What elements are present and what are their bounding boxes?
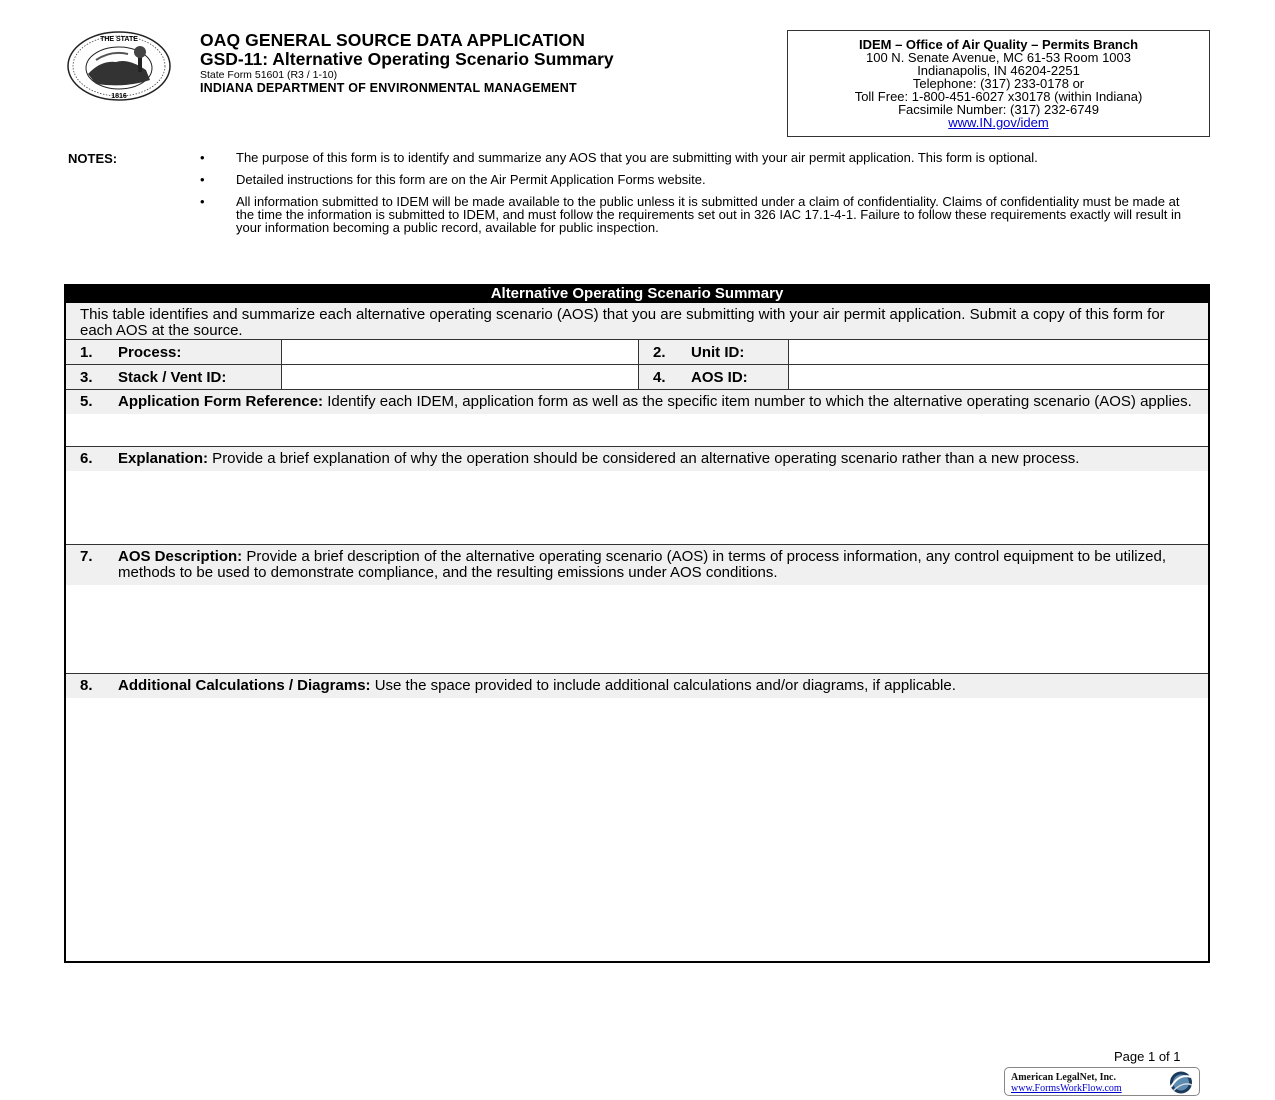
department-name: INDIANA DEPARTMENT OF ENVIRONMENTAL MANAGEMENT (200, 81, 577, 95)
note-text: Detailed instructions for this form are on the Air Permit Application Forms website. (236, 172, 706, 187)
aos-description-input[interactable] (66, 585, 1208, 673)
section-additional-calculations (66, 674, 1208, 909)
process-field-cell (282, 340, 639, 364)
contact-telephone: Telephone: (317) 233-0178 or (912, 76, 1085, 91)
state-form-number: State Form 51601 (R3 / 1-10) (200, 69, 338, 81)
application-title: OAQ GENERAL SOURCE DATA APPLICATION (200, 30, 585, 50)
section-application-form-reference (66, 390, 1208, 447)
aos-id-input[interactable] (789, 365, 1208, 389)
indiana-state-seal (66, 30, 172, 102)
aos-id-label: 4. AOS ID: (639, 365, 789, 389)
note-item (200, 173, 1200, 186)
contact-fax: Facsimile Number: (317) 232-6749 (898, 102, 1099, 117)
aos-id-field-cell (789, 365, 1208, 389)
note-item (200, 151, 1200, 164)
globe-icon (1161, 1069, 1197, 1096)
notes-label: NOTES: (68, 151, 118, 166)
contact-address-2: Indianapolis, IN 46204-2251 (917, 63, 1080, 78)
table-intro: This table identifies and summarize each alternative operating scenario (AOS) that you are submitting with your air permit application. Submit a copy of this form for each AOS at the source. (66, 303, 1208, 340)
contact-org: IDEM – Office of Air Quality – Permits Branch (858, 37, 1139, 52)
stack-vent-id-field-cell (282, 365, 639, 389)
additional-calculations-input[interactable] (66, 698, 1208, 909)
unit-id-field-cell (789, 340, 1208, 364)
company-name: American LegalNet, Inc. (1011, 1072, 1116, 1083)
explanation-input[interactable] (66, 471, 1208, 544)
section-heading: 7. AOS Description: Provide a brief description of the alternative operating scenario (AOS) in terms of process information, any control equipment to be utilized, methods to be used to demonstrate compliance, and the resulting emissions under AOS conditions. (66, 545, 1208, 585)
section-heading: 5. Application Form Reference: Identify each IDEM, application form as well as the specific item number to which the alternative operating scenario (AOS) applies. (66, 390, 1208, 414)
contact-info-box (787, 30, 1210, 137)
note-item (200, 195, 1200, 234)
aos-summary-table (64, 284, 1210, 963)
notes-list (200, 151, 1200, 243)
section-body (66, 585, 1208, 673)
section-body (66, 414, 1208, 446)
unit-id-input[interactable] (789, 340, 1208, 364)
unit-id-label: 2. Unit ID: (639, 340, 789, 364)
form-header (200, 31, 614, 96)
bullet-icon: • (200, 172, 205, 187)
contact-address-1: 100 N. Senate Avenue, MC 61-53 Room 1003 (866, 50, 1131, 65)
contact-toll-free: Toll Free: 1-800-451-6027 x30178 (within Indiana) (854, 89, 1143, 104)
note-text: The purpose of this form is to identify and summarize any AOS that you are submitting with your air permit application. This form is optional. (236, 150, 1038, 165)
form-title: GSD-11: Alternative Operating Scenario Summary (200, 49, 614, 69)
process-label: 1. Process: (66, 340, 282, 364)
section-explanation (66, 447, 1208, 545)
svg-text:1816: 1816 (111, 93, 127, 100)
section-body (66, 698, 1208, 909)
application-form-reference-input[interactable] (66, 414, 1208, 446)
process-input[interactable] (282, 340, 638, 364)
page-number: Page 1 of 1 (1114, 1049, 1181, 1064)
table-title: Alternative Operating Scenario Summary (66, 284, 1208, 303)
section-heading: 6. Explanation: Provide a brief explanation of why the operation should be considered an alternative operating scenario rather than a new process. (66, 447, 1208, 471)
section-aos-description (66, 545, 1208, 674)
section-body (66, 471, 1208, 544)
field-row (66, 340, 1208, 365)
svg-text:THE STATE: THE STATE (100, 36, 138, 43)
stack-vent-id-label: 3. Stack / Vent ID: (66, 365, 282, 389)
company-url-link[interactable]: www.FormsWorkFlow.com (1011, 1083, 1122, 1094)
section-heading: 8. Additional Calculations / Diagrams: Use the space provided to include additional calculations and/or diagrams, if applicable. (66, 674, 1208, 698)
stack-vent-id-input[interactable] (282, 365, 638, 389)
note-text: All information submitted to IDEM will be made available to the public unless it is submitted under a claim of confidentiality. Claims of confidentiality must be made at the time the information is submitted to IDEM, and must follow the requirements set out in 326 IAC 17.1-4-1. Failure to follow these requirements exactly will result in your information becoming a public record, available for public inspection. (236, 194, 1182, 235)
american-legalnet-logo[interactable] (1004, 1067, 1200, 1096)
idem-website-link[interactable]: www.IN.gov/idem (948, 115, 1049, 130)
field-row (66, 365, 1208, 390)
bullet-icon: • (200, 194, 205, 209)
bullet-icon: • (200, 150, 205, 165)
